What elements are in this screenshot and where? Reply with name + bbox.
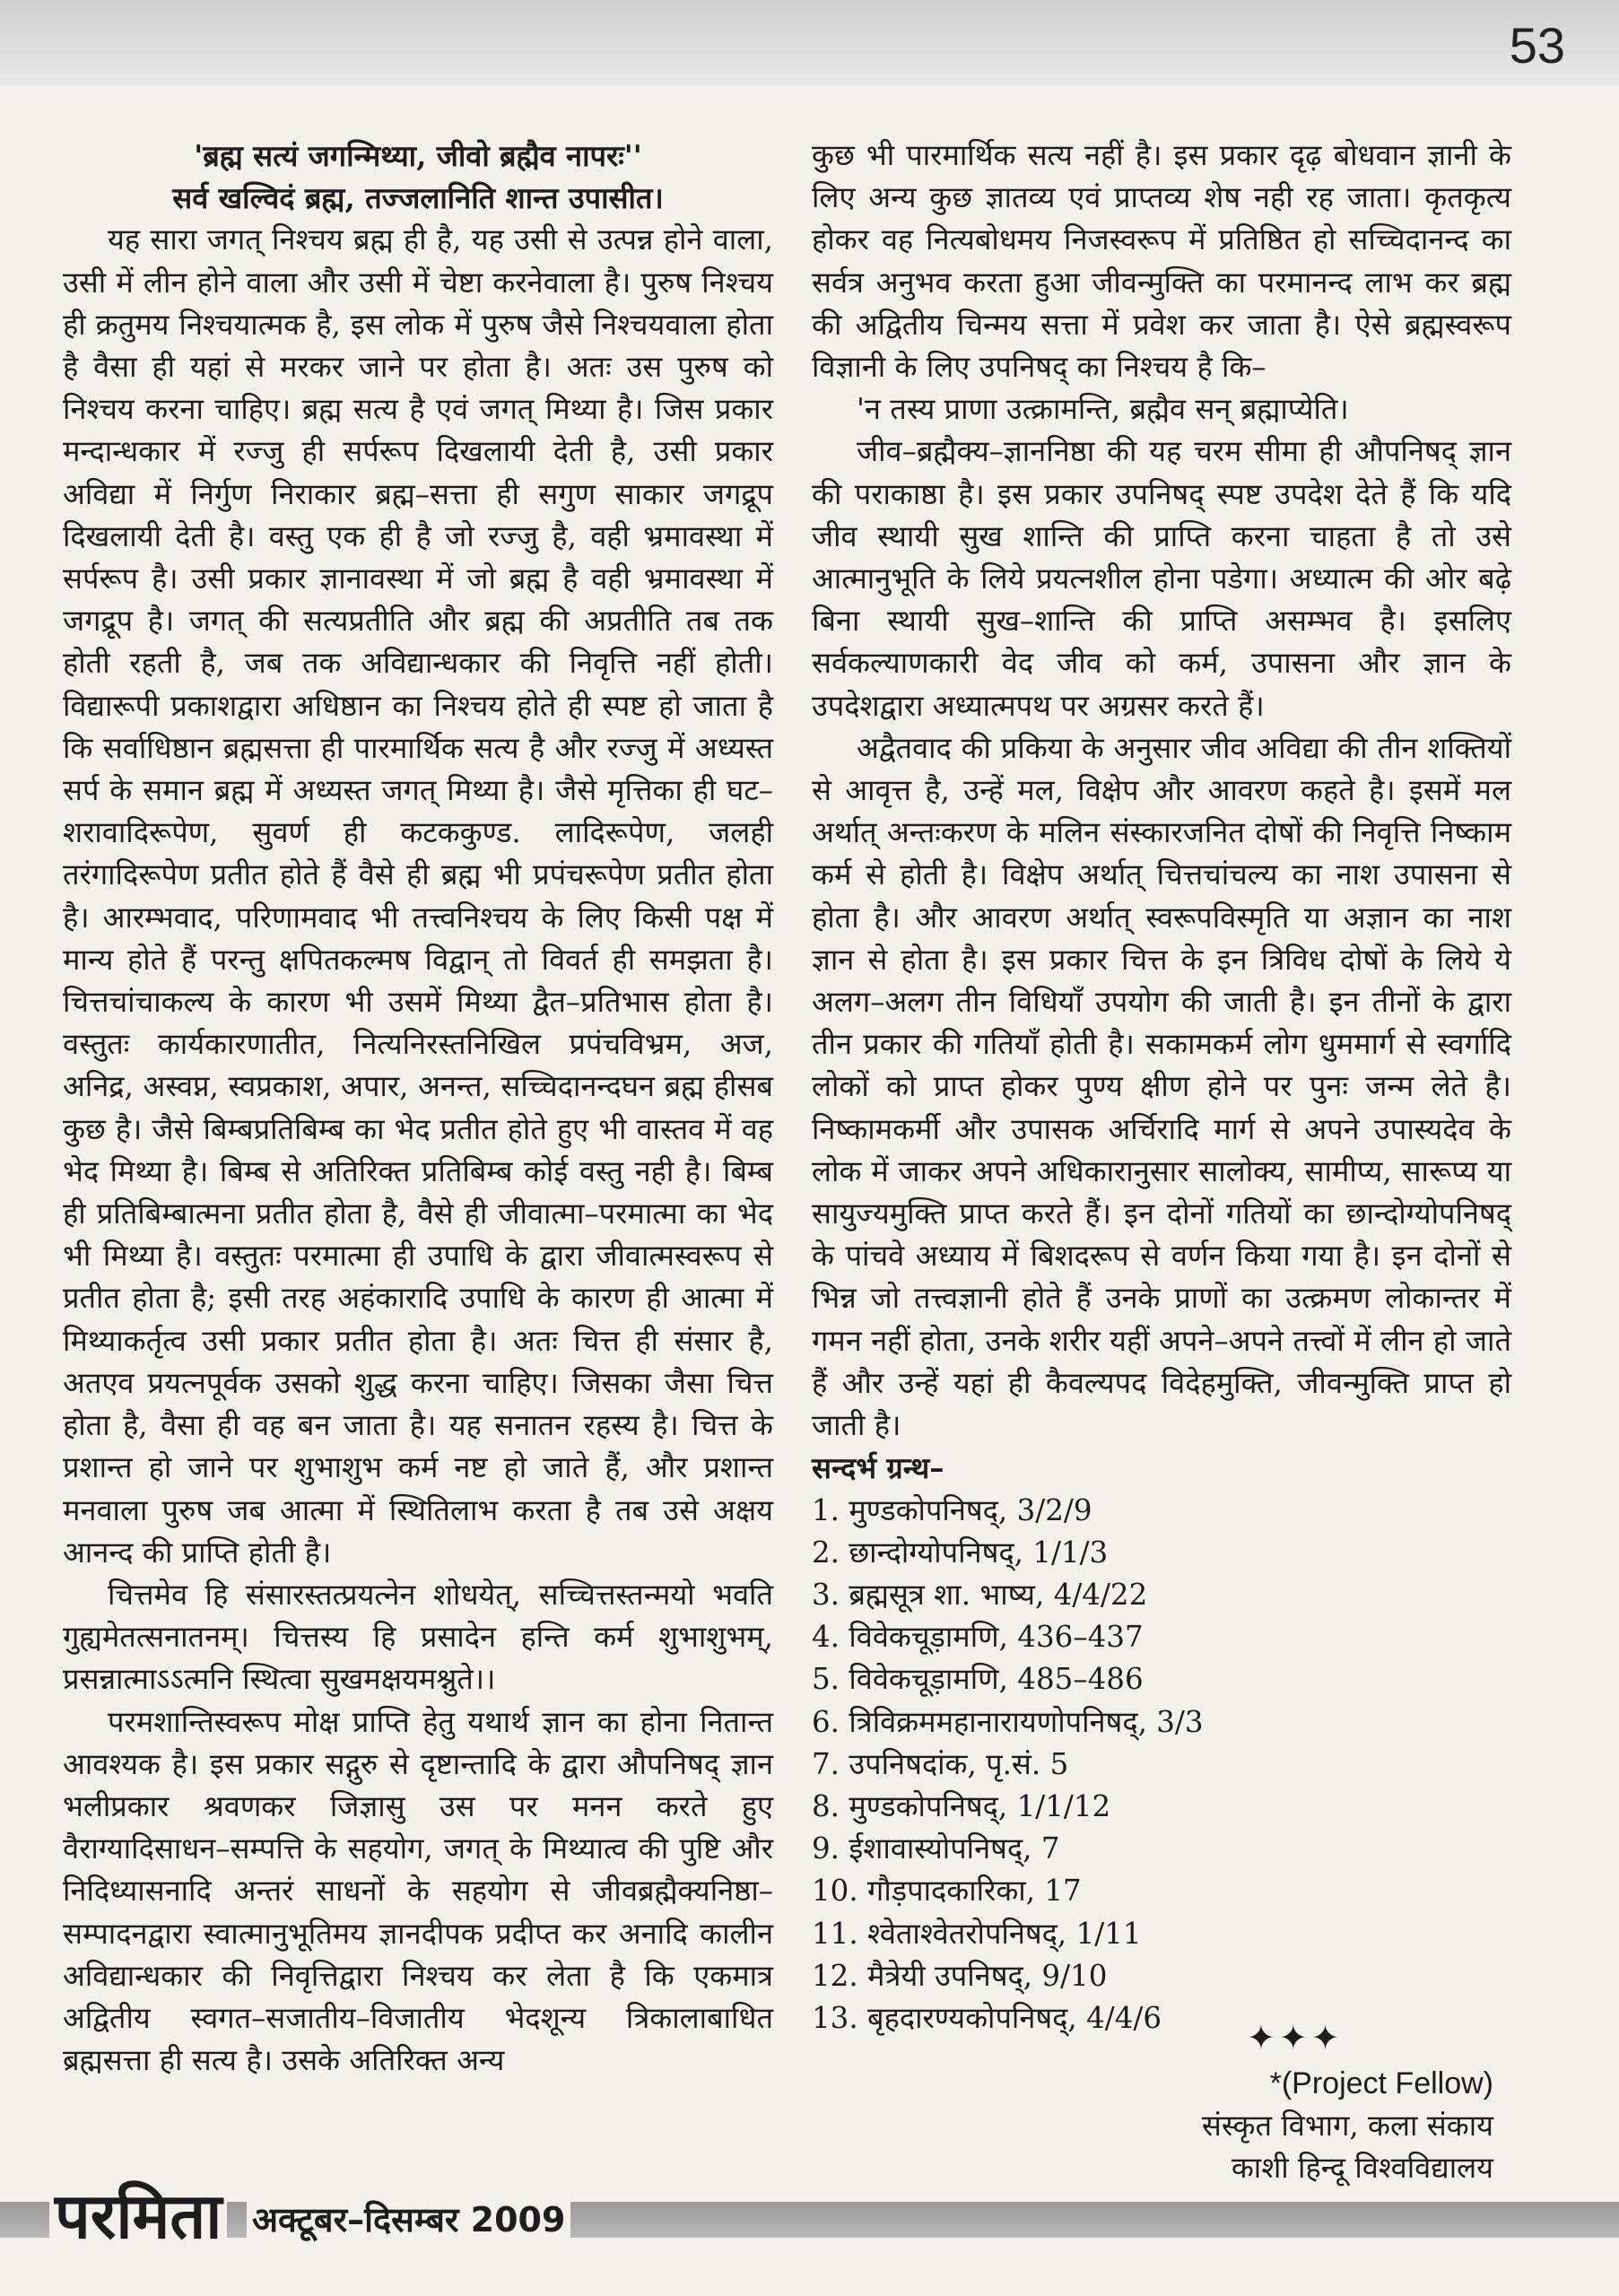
header-band xyxy=(0,0,1619,85)
body-paragraph: अद्वैतवाद की प्रकिया के अनुसार जीव अविद्या की तीन शक्तियों से आवृत्त है, उन्हें मल, विक्षेप और आवरण कहते है। इसमें मल अर्थात् अन्तःकरण के मलिन संस्कारजनित दोषों की निवृत्ति निष्काम कर्म से होती है। विक्षेप अर्थात् चित्तचांचल्य का नाश उपासना से होता है। और आवरण अर्थात् स्वरूपविस्मृति या अज्ञान का नाश ज्ञान से होता है। इस प्रकार चित्त के इन त्रिविध दोषों के लिये ये अलग–अलग तीन विधियाँ उपयोग की जाती है। इन तीनों के द्वारा तीन प्रकार की गतियाँ होती है। सकामकर्म लोग धुममार्ग से स्वर्गादि लोकों को प्राप्त होकर पुण्य क्षीण होने पर पुनः जन्म लेते है। निष्कामकर्मी और उपासक अर्चिरादि मार्ग से अपने उपास्यदेव के लोक में जाकर अपने अधिकारानुसार सालोक्य, सामीप्य, सारूप्य या सायुज्यमुक्ति प्राप्त करते हैं। इन दोनों गतियों का छान्दोग्योपनिषद् के पांचवे अध्याय में बिशदरूप से वर्णन किया गया है। इन दोनों से भिन्न जो तत्त्वज्ञानी होते हैं उनके प्राणों का उत्क्रमण लोकान्तर में गमन नहीं होता, उनके शरीर यहीं अपने–अपने तत्त्वों में लीन हो जाते हैं और उन्हें यहां ही कैवल्यपद विदेहमुक्ति, जीवन्मुक्ति प्राप्त हो जाती है। xyxy=(812,730,1511,1443)
reference-item: 8. मुण्डकोपनिषद्, 1/1/12 xyxy=(812,1788,1111,1823)
page-number: 53 xyxy=(1509,17,1565,74)
reference-item: 12. मैत्रेयी उपनिषद्, 9/10 xyxy=(812,1958,1108,1993)
sanskrit-quote: 'न तस्य प्राणा उत्क्रामन्ति, ब्रह्मैव सन् ब्रह्माप्येति। xyxy=(857,392,1349,427)
reference-item: 6. त्रिविक्रममहानारायणोपनिषद्, 3/3 xyxy=(812,1704,1204,1739)
reference-item: 5. विवेकचूड़ामणि, 485–486 xyxy=(812,1662,1144,1697)
reference-item: 10. गौड़पादकारिका, 17 xyxy=(812,1874,1082,1909)
reference-item: 1. मुण्डकोपनिषद्, 3/2/9 xyxy=(812,1492,1092,1527)
magazine-title: परमिता xyxy=(49,2170,227,2257)
body-paragraph: परमशान्तिस्वरूप मोक्ष प्राप्ति हेतु यथार्थ ज्ञान का होना नितान्त आवश्यक है। इस प्रकार सद्गुरु से दृष्टान्तादि के द्वारा औपनिषद् ज्ञान भलीप्रकार श्रवणकर जिज्ञासु उस पर मनन करते हुए वैराग्यादिसाधन–सम्पत्ति के सहयोग, जगत् के मिथ्यात्व की पुष्टि और निदिध्यासनादि अन्तरं साधनों के सहयोग से जीवब्रह्मैक्यनिष्ठा–सम्पादनद्वारा स्वात्मानुभूतिमय ज्ञानदीपक प्रदीप्त कर अनादि कालीन अविद्यान्धकार की निवृत्तिद्वारा निश्चय कर लेता है कि एकमात्र अद्वितीय स्वगत–सजातीय–विजातीय भेदशून्य त्रिकालाबाधित ब्रह्मसत्ता ही सत्य है। उसके अतिरिक्त अन्य xyxy=(63,1704,773,2078)
verse-line-2: सर्व खल्विदं ब्रह्म, तज्जलानिति शान्त उपासीत। xyxy=(172,180,664,216)
body-paragraph: कुछ भी पारमार्थिक सत्य नहीं है। इस प्रकार दृढ़ बोधवान ज्ञानी के लिए अन्य कुछ ज्ञातव्य एवं प्राप्तव्य शेष नही रह जाता। कृतकृत्य होकर वह नित्यबोधमय निजस्वरूप में प्रतिष्ठित हो सच्चिदानन्द का सर्वत्र अनुभव करता हुआ जीवन्मुक्ति का परमानन्द लाभ कर ब्रह्म की अद्वितीय चिन्मय सत्ता में प्रवेश कर जाता है। ऐसे ब्रह्मस्वरूप विज्ञानी के लिए उपनिषद् का निश्चय है कि– xyxy=(812,138,1511,385)
reference-item: 3. ब्रह्मसूत्र शा. भाष्य, 4/4/22 xyxy=(812,1577,1148,1612)
verse-line-1: 'ब्रह्म सत्यं जगन्मिथ्या, जीवो ब्रह्मैव नापरः'' xyxy=(194,138,642,173)
reference-item: 4. विवेकचूड़ामणि, 436–437 xyxy=(812,1620,1144,1655)
issue-date: अक्टूबर–दिसम्बर 2009 xyxy=(247,2196,570,2242)
reference-item: 7. उपनिषदांक, पृ.सं. 5 xyxy=(812,1746,1069,1781)
left-column xyxy=(63,135,773,2082)
author-affiliation xyxy=(1202,2063,1493,2189)
right-column xyxy=(812,135,1511,2039)
body-paragraph: जीव–ब्रह्मैक्य–ज्ञाननिष्ठा की यह चरम सीमा ही औपनिषद् ज्ञान की पराकाष्ठा है। इस प्रकार उपनिषद् स्पष्ट उपदेश देते हैं कि यदि जीव स्थायी सुख शान्ति की प्राप्ति करना चाहता है तो उसे आत्मानुभूति के लिये प्रयत्नशील होना पडेगा। अध्यात्म की ओर बढ़े बिना स्थायी सुख–शान्ति की प्राप्ति असम्भव है। इसलिए सर्वकल्याणकारी वेद जीव को कर्म, उपासना और ज्ञान के उपदेशद्वारा अध्यात्मपथ पर अग्रसर करते हैं। xyxy=(812,434,1511,723)
references-list xyxy=(812,1490,1511,2040)
end-stars-icon: ✦✦✦ xyxy=(1247,2018,1344,2057)
university: काशी हिन्दू विश्वविद्यालय xyxy=(1231,2151,1493,2185)
author-role: *(Project Fellow) xyxy=(1269,2066,1493,2100)
department: संस्कृत विभाग, कला संकाय xyxy=(1201,2109,1493,2143)
footer-band xyxy=(0,2202,1619,2238)
sanskrit-quote: चित्तमेव हि संसारस्तत्प्रयत्नेन शोधयेत्, सच्चित्तस्तन्मयो भवति गुह्यमेतत्सनातनम्। चित्तस्य हि प्रसादेन हन्ति कर्म शुभाशुभम्, प्रसन्नात्माऽऽत्मनि स्थित्वा सुखमक्षयमश्नुते।। xyxy=(63,1577,773,1697)
reference-item: 11. श्वेताश्वेतरोपनिषद्, 1/11 xyxy=(812,1916,1142,1951)
body-paragraph: यह सारा जगत् निश्चय ब्रह्म ही है, यह उसी से उत्पन्न होने वाला, उसी में लीन होने वाला और उसी में चेष्टा करनेवाला है। पुरुष निश्चय ही क्रतुमय निश्चयात्मक है, इस लोक में पुरुष जैसे निश्चयवाला होता है वैसा ही यहां से मरकर जाने पर होता है। अतः उस पुरुष को निश्चय करना चाहिए। ब्रह्म सत्य है एवं जगत् मिथ्या है। जिस प्रकार मन्दान्धकार में रज्जु ही सर्परूप दिखलायी देती है, उसी प्रकार अविद्या में निर्गुण निराकार ब्रह्म–सत्ता ही सगुण साकार जगद्रूप दिखलायी देती है। वस्तु एक ही है जो रज्जु है, वही भ्रमावस्था में सर्परूप है। उसी प्रकार ज्ञानावस्था में जो ब्रह्म है वही भ्रमावस्था में जगद्रूप है। जगत् की सत्यप्रतीति और ब्रह्म की अप्रतीति तब तक होती रहती है, जब तक अविद्यान्धकार की निवृत्ति नहीं होती। विद्यारूपी प्रकाशद्वारा अधिष्ठान का निश्चय होते ही स्पष्ट हो जाता है कि सर्वाधिष्ठान ब्रह्मसत्ता ही पारमार्थिक सत्य है और रज्जु में अध्यस्त सर्प के समान ब्रह्म में अध्यस्त जगत् मिथ्या है। जैसे मृत्तिका ही घट–शरावादिरूपेण, सुवर्ण ही कटककुण्ड. लादिरूपेण, जलही तरंगादिरूपेण प्रतीत होते हैं वैसे ही ब्रह्म भी प्रपंचरूपेण प्रतीत होता है। आरम्भवाद, परिणामवाद भी तत्त्वनिश्चय के लिए किसी पक्ष में मान्य होते हैं परन्तु क्षपितकल्मष विद्वान् तो विवर्त ही समझता है। चित्तचांचाकल्य के कारण भी उसमें मिथ्या द्वैत–प्रतिभास होता है। वस्तुतः कार्यकारणातीत, नित्यनिरस्तनिखिल प्रपंचविभ्रम, अज, अनिद्र, अस्वप्न, स्वप्रकाश, अपार, अनन्त, सच्चिदानन्दघन ब्रह्म हीसब कुछ है। जैसे बिम्बप्रतिबिम्ब का भेद प्रतीत होते हुए भी वास्तव में वह भेद मिथ्या है। बिम्ब से अतिरिक्त प्रतिबिम्ब कोई वस्तु नही है। बिम्ब ही प्रतिबिम्बात्मना प्रतीत होता है, वैसे ही जीवात्मा–परमात्मा का भेद भी मिथ्या है। वस्तुतः परमात्मा ही उपाधि के द्वारा जीवात्मस्वरूप से प्रतीत होता है; इसी तरह अहंकारादि उपाधि के कारण ही आत्मा में मिथ्याकर्तृत्व उसी प्रकार प्रतीत होता है। अतः चित्त ही संसार है, अतएव प्रयत्नपूर्वक उसको शुद्ध करना चाहिए। जिसका जैसा चित्त होता है, वैसा ही वह बन जाता है। यह सनातन रहस्य है। चित्त के प्रशान्त हो जाने पर शुभाशुभ कर्म नष्ट हो जाते हैं, और प्रशान्त मनवाला पुरुष जब आत्मा में स्थितिलाभ करता है तब उसे अक्षय आनन्द की प्राप्ति होती है। xyxy=(63,222,773,1570)
reference-item: 13. बृहदारण्यकोपनिषद्, 4/4/6 xyxy=(812,2000,1162,2035)
reference-item: 9. ईशावास्योपनिषद्, 7 xyxy=(812,1831,1060,1866)
references-heading: सन्दर्भ ग्रन्थ– xyxy=(812,1450,944,1486)
reference-item: 2. छान्दोग्योपनिषद्, 1/1/3 xyxy=(812,1535,1109,1570)
